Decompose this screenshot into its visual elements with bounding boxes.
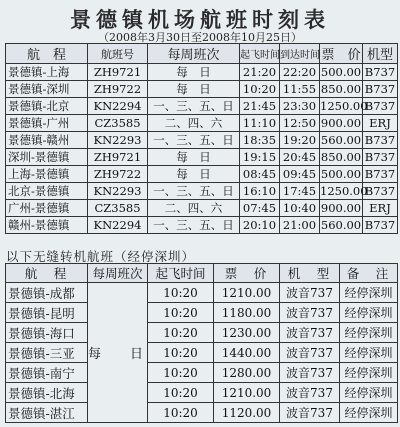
header-flight-no: 航班号 xyxy=(88,44,148,64)
arrive-time-cell: 22:20 xyxy=(280,64,320,81)
price-cell: 560.00 xyxy=(320,133,362,147)
arrive-time-cell: 23:30 xyxy=(280,98,320,115)
header-price: 票 价 xyxy=(320,44,363,64)
depart-time-cell: 07:45 xyxy=(240,200,280,217)
aircraft-cell: 波音737 xyxy=(280,363,340,383)
depart-time-cell: 18:35 xyxy=(240,132,280,149)
depart-time-cell: 10:20 xyxy=(148,383,214,403)
flight-number-cell: ZH9721 xyxy=(88,64,148,81)
aircraft-cell: ERJ xyxy=(363,200,398,217)
price-cell: 900.00 xyxy=(320,201,362,215)
weekly-days-merged-cell: 每 日 xyxy=(88,283,148,423)
weekly-days-cell: 二、四、六 xyxy=(148,200,240,217)
depart-time-cell: 21:45 xyxy=(240,98,280,115)
table-row xyxy=(6,343,398,363)
header-aircraft: 机 型 xyxy=(280,264,340,283)
header-aircraft: 机型 xyxy=(363,44,398,64)
route-cell: 景德镇-北海 xyxy=(6,383,88,403)
arrive-time-cell: 21:00 xyxy=(280,217,320,234)
route-cell: 景德镇-赣州 xyxy=(6,132,88,149)
table-row xyxy=(6,323,398,343)
depart-time-cell: 10:20 xyxy=(148,343,214,363)
aircraft-cell: 波音737 xyxy=(280,283,340,303)
page-title: 景德镇机场航班时刻表 xyxy=(70,7,330,32)
header-weekly: 每周班次 xyxy=(148,44,240,64)
price-cell: 500.00 xyxy=(320,167,362,181)
route-cell: 北京-景德镇 xyxy=(6,183,88,200)
route-cell: 上海-景德镇 xyxy=(6,166,88,183)
connecting-flights-table xyxy=(5,263,398,423)
table-row xyxy=(6,166,398,183)
depart-time-cell: 10:20 xyxy=(148,363,214,383)
aircraft-cell: 波音737 xyxy=(280,383,340,403)
aircraft-cell: 波音737 xyxy=(280,323,340,343)
table-row xyxy=(6,363,398,383)
flight-number-cell: ZH9722 xyxy=(88,81,148,98)
table-row xyxy=(6,115,398,132)
header-depart: 起飞时间 xyxy=(148,264,214,283)
price-cell: 850.00 xyxy=(320,82,362,96)
aircraft-cell: ERJ xyxy=(363,115,398,132)
aircraft-cell: 波音737 xyxy=(280,303,340,323)
price-cell: 1440.00 xyxy=(214,343,280,363)
flight-number-cell: ZH9721 xyxy=(88,149,148,166)
aircraft-cell: B737 xyxy=(363,166,398,183)
arrive-time-cell: 09:45 xyxy=(280,166,320,183)
aircraft-cell: B737 xyxy=(363,81,398,98)
arrive-time-cell: 10:40 xyxy=(280,200,320,217)
weekly-days-cell: 一、三、五、日 xyxy=(148,98,240,115)
depart-time-cell: 10:20 xyxy=(240,81,280,98)
price-cell: 500.00 xyxy=(320,65,362,79)
table-row xyxy=(6,303,398,323)
route-cell: 赣州-景德镇 xyxy=(6,217,88,234)
route-cell: 景德镇-深圳 xyxy=(6,81,88,98)
weekly-days-cell: 每 日 xyxy=(148,149,240,166)
route-cell: 景德镇-上海 xyxy=(6,64,88,81)
depart-time-cell: 20:10 xyxy=(240,217,280,234)
table-row xyxy=(6,283,398,303)
table-row xyxy=(6,81,398,98)
aircraft-cell: B737 xyxy=(363,183,398,200)
flight-number-cell: KN2293 xyxy=(88,183,148,200)
route-cell: 景德镇-南宁 xyxy=(6,363,88,383)
aircraft-cell: B737 xyxy=(363,132,398,149)
aircraft-cell: 波音737 xyxy=(280,343,340,363)
table-row xyxy=(6,149,398,166)
depart-time-cell: 11:10 xyxy=(240,115,280,132)
flight-number-cell: KN2293 xyxy=(88,132,148,149)
table-row xyxy=(6,98,398,115)
route-cell: 广州-景德镇 xyxy=(6,200,88,217)
note-cell: 经停深圳 xyxy=(340,403,398,423)
note-cell: 经停深圳 xyxy=(340,383,398,403)
depart-time-cell: 19:15 xyxy=(240,149,280,166)
weekly-days-cell: 每 日 xyxy=(148,64,240,81)
table-row xyxy=(6,217,398,234)
depart-time-cell: 08:45 xyxy=(240,166,280,183)
table-header-row xyxy=(6,264,398,283)
weekly-days-cell: 每 日 xyxy=(148,166,240,183)
arrive-time-cell: 12:50 xyxy=(280,115,320,132)
price-cell: 900.00 xyxy=(320,116,362,130)
route-cell: 景德镇-湛江 xyxy=(6,403,88,423)
weekly-days-cell: 一、三、五、日 xyxy=(148,217,240,234)
depart-time-cell: 10:20 xyxy=(148,283,214,303)
flight-number-cell: CZ3585 xyxy=(88,200,148,217)
table-row xyxy=(6,64,398,81)
arrive-time-cell: 20:45 xyxy=(280,149,320,166)
validity-period: （2008年3月30日至2008年10月25日） xyxy=(98,31,302,44)
header-route: 航 程 xyxy=(6,264,88,283)
table-row xyxy=(6,183,398,200)
weekly-days-cell: 一、三、五、日 xyxy=(148,183,240,200)
table-row xyxy=(6,383,398,403)
table-header-row xyxy=(6,44,398,64)
price-cell: 1230.00 xyxy=(214,323,280,343)
table-row xyxy=(6,200,398,217)
header-route: 航 程 xyxy=(6,44,88,64)
table-row xyxy=(6,132,398,149)
flight-number-cell: KN2294 xyxy=(88,217,148,234)
route-cell: 景德镇-成都 xyxy=(6,283,88,303)
price-cell: 850.00 xyxy=(320,150,362,164)
route-cell: 深圳-景德镇 xyxy=(6,149,88,166)
header-depart: 起飞时间 xyxy=(240,44,280,64)
depart-time-cell: 10:20 xyxy=(148,303,214,323)
depart-time-cell: 21:20 xyxy=(240,64,280,81)
flight-number-cell: ZH9722 xyxy=(88,166,148,183)
aircraft-cell: B737 xyxy=(363,217,398,234)
arrive-time-cell: 19:20 xyxy=(280,132,320,149)
weekly-days-cell: 二、四、六 xyxy=(148,115,240,132)
weekly-days-cell: 一、三、五、日 xyxy=(148,132,240,149)
route-cell: 景德镇-海口 xyxy=(6,323,88,343)
connecting-section-title: 以下无缝转机航班（经停深圳） xyxy=(6,249,196,264)
direct-flights-table xyxy=(5,43,398,234)
price-cell: 1250.00 xyxy=(320,184,368,198)
route-cell: 景德镇-北京 xyxy=(6,98,88,115)
depart-time-cell: 10:20 xyxy=(148,403,214,423)
depart-time-cell: 10:20 xyxy=(148,323,214,343)
price-cell: 1210.00 xyxy=(214,283,280,303)
price-cell: 1120.00 xyxy=(214,403,280,423)
note-cell: 经停深圳 xyxy=(340,303,398,323)
header-note: 备 注 xyxy=(340,264,398,283)
aircraft-cell: 波音737 xyxy=(280,403,340,423)
route-cell: 景德镇-广州 xyxy=(6,115,88,132)
table-row xyxy=(6,403,398,423)
aircraft-cell: B737 xyxy=(363,149,398,166)
note-cell: 经停深圳 xyxy=(340,343,398,363)
flight-number-cell: KN2294 xyxy=(88,98,148,115)
note-cell: 经停深圳 xyxy=(340,283,398,303)
arrive-time-cell: 11:55 xyxy=(280,81,320,98)
price-cell: 1180.00 xyxy=(214,303,280,323)
flight-number-cell: CZ3585 xyxy=(88,115,148,132)
route-cell: 景德镇-昆明 xyxy=(6,303,88,323)
price-cell: 1210.00 xyxy=(214,383,280,403)
price-cell: 1250.00 xyxy=(320,99,368,113)
header-weekly: 每周班次 xyxy=(88,264,148,283)
header-arrive: 到达时间 xyxy=(280,44,320,64)
note-cell: 经停深圳 xyxy=(340,323,398,343)
price-cell: 560.00 xyxy=(320,218,362,232)
depart-time-cell: 16:10 xyxy=(240,183,280,200)
aircraft-cell: B737 xyxy=(363,64,398,81)
weekly-days-cell: 每 日 xyxy=(148,81,240,98)
price-cell: 1280.00 xyxy=(214,363,280,383)
arrive-time-cell: 17:45 xyxy=(280,183,320,200)
note-cell: 经停深圳 xyxy=(340,363,398,383)
route-cell: 景德镇-三亚 xyxy=(6,343,88,363)
aircraft-cell: B737 xyxy=(363,98,398,115)
header-price: 票 价 xyxy=(214,264,280,283)
